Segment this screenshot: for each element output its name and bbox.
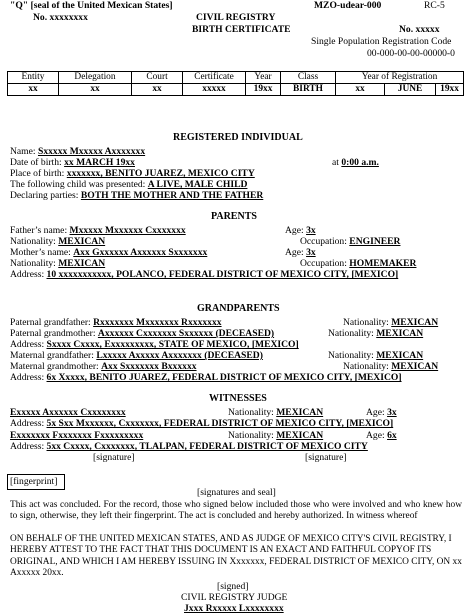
- pgm-row: [10, 328, 274, 339]
- mother-label: Mother’s name:: [10, 247, 71, 258]
- place-of-birth: xxxxxxx, BENITO JUAREZ, MEXICO CITY: [66, 168, 255, 179]
- maternal-grandparents-address: 6x Xxxxx, BENITO JUAREZ, FEDERAL DISTRICT OF MEXICO CITY, [MEXICO]: [46, 372, 402, 383]
- nationality-label: Nationality:: [343, 317, 389, 328]
- table-cell: 19xx: [246, 84, 281, 96]
- dob-row: [10, 157, 135, 168]
- table-header-cell: Court: [132, 72, 183, 84]
- mgf-nationality: MEXICAN: [376, 350, 424, 361]
- address-label: Address:: [10, 269, 45, 280]
- pgm-label: Paternal grandmother:: [10, 328, 96, 339]
- pob-row: [10, 168, 255, 179]
- age-label: Age:: [285, 247, 304, 258]
- maternal-grandmother: Axx Sxxxxxxx Bxxxxxx: [101, 361, 197, 372]
- age-label: Age:: [366, 430, 385, 441]
- mother-occ-row: [300, 258, 416, 269]
- witness2-age: 6x: [387, 430, 397, 441]
- presented-value: A LIVE, MALE CHILD: [147, 179, 248, 190]
- mother-row: [10, 247, 207, 258]
- fingerprint-label: [fingerprint]: [10, 476, 58, 487]
- registered-heading: REGISTERED INDIVIDUAL: [173, 132, 303, 143]
- pgf-nat-row: [343, 317, 438, 328]
- mgm-nat-row: [343, 361, 438, 372]
- father-nationality: MEXICAN: [58, 236, 106, 247]
- witness1-nationality: MEXICAN: [276, 407, 324, 418]
- paternal-grandparents-address: Sxxxx Cxxxx, Exxxxxxxxx, STATE OF MEXICO, [MEXICO]: [46, 339, 299, 350]
- p-address-row: [10, 339, 299, 350]
- occupation-label: Occupation:: [300, 236, 347, 247]
- parents-address-row: [10, 269, 398, 280]
- father-age-row: [285, 225, 316, 236]
- presented-label: The following child was presented:: [10, 179, 146, 190]
- mgf-nat-row: [328, 350, 423, 361]
- table-header-cell: Year: [246, 72, 281, 84]
- mother-age: 3x: [306, 247, 316, 258]
- witness2-address: 5xx Cxxxx, Cxxxxxxx, TLALPAN, FEDERAL DISTRICT OF MEXICO CITY: [46, 441, 368, 452]
- mgm-nationality: MEXICAN: [391, 361, 439, 372]
- parents-address: 10 xxxxxxxxxxx, POLANCO, FEDERAL DISTRICT OF MEXICO CITY, [MEXICO]: [46, 269, 399, 280]
- father-label: Father’s name:: [10, 225, 68, 236]
- address-label: Address:: [10, 441, 45, 452]
- father-name: Mxxxxx Mxxxxxx Cxxxxxxx: [69, 225, 186, 236]
- table-cell: xx: [8, 84, 59, 96]
- nationality-label: Nationality:: [228, 407, 274, 418]
- witness1-address-row: [10, 418, 393, 429]
- occupation-label: Occupation:: [300, 258, 347, 269]
- mother-age-row: [285, 247, 316, 258]
- judge-title: CIVIL REGISTRY JUDGE: [181, 592, 288, 603]
- signed-label: [signed]: [217, 581, 249, 592]
- declaring-label: Declaring parties:: [10, 190, 79, 201]
- child-name: Sxxxxx Mxxxxx Axxxxxxx: [37, 146, 146, 157]
- table-header-cell: Year of Registration: [336, 72, 464, 84]
- title-birth-certificate: BIRTH CERTIFICATE: [192, 24, 291, 35]
- presented-row: [10, 179, 247, 190]
- witness1-age: 3x: [387, 407, 397, 418]
- paternal-grandfather: Rxxxxxxx Mxxxxxxx Rxxxxxxx: [93, 317, 222, 328]
- table-header-row: [8, 72, 464, 84]
- mgm-label: Maternal grandmother:: [10, 361, 99, 372]
- nationality-label: Nationality:: [328, 328, 374, 339]
- witnesses-heading: WITNESSES: [209, 393, 267, 404]
- witness1-age-row: [366, 407, 397, 418]
- pgf-row: [10, 317, 222, 328]
- nationality-label: Nationality:: [343, 361, 389, 372]
- mgf-label: Maternal grandfather:: [10, 350, 94, 361]
- conclusion-paragraph: This act was concluded. For the record, those who signed below included those who were involved and who knew how to sign, otherwise, they left their fingerprint. The act is concluded and hereby authorized. In witness whereof: [10, 500, 462, 522]
- witness1-name: Exxxxx Axxxxxx Cxxxxxxxx: [10, 407, 126, 418]
- dob-label: Date of birth:: [10, 157, 62, 168]
- witness2-nationality: MEXICAN: [276, 430, 324, 441]
- table-cell: xx: [59, 84, 132, 96]
- name-row: [10, 146, 145, 157]
- table-cell: xx: [132, 84, 183, 96]
- document-number: No. xxxxxxxx: [33, 12, 88, 23]
- population-registration-code: 00-000-00-00-00000-0: [367, 48, 455, 59]
- declaring-value: BOTH THE MOTHER AND THE FATHER: [80, 190, 264, 201]
- nationality-label: Nationality:: [10, 236, 56, 247]
- father-occ-row: [300, 236, 400, 247]
- witness2-nat-row: [228, 430, 323, 441]
- time-label: at: [332, 157, 339, 168]
- table-header-cell: Entity: [8, 72, 59, 84]
- certificate-number: No. xxxxx: [399, 24, 440, 35]
- witness1-address: 5x Sxx Mxxxxxx, Cxxxxxxx, FEDERAL DISTRICT OF MEXICO CITY, [MEXICO]: [46, 418, 394, 429]
- population-registration-label: Single Population Registration Code: [311, 36, 452, 47]
- attestation-paragraph: ON BEHALF OF THE UNITED MEXICAN STATES, AND AS JUDGE OF MEXICO CITY'S CIVIL REGISTRY, I HEREBY ATTEST TO THE FACT THAT THIS DOCUMENT IS AN EXACT AND FAITHFUL COPYOF ITS ORIGINAL, AND WHICH I AM HEREBY ISSUING IN Xxxxxxx, FEDERAL DISTRICT OF MEXICO CITY, ON xx Axxxxx 20xx.: [10, 534, 462, 579]
- mother-nationality: MEXICAN: [58, 258, 106, 269]
- nationality-label: Nationality:: [228, 430, 274, 441]
- father-occupation: ENGINEER: [349, 236, 401, 247]
- mother-name: Axx Gxxxxxx Axxxxxx Sxxxxxxx: [73, 247, 208, 258]
- age-label: Age:: [285, 225, 304, 236]
- title-civil-registry: CIVIL REGISTRY: [196, 12, 276, 23]
- pgf-label: Paternal grandfather:: [10, 317, 91, 328]
- witness1-signature: [signature]: [93, 452, 135, 463]
- pgm-nationality: MEXICAN: [376, 328, 424, 339]
- mgm-row: [10, 361, 197, 372]
- address-label: Address:: [10, 418, 45, 429]
- nationality-label: Nationality:: [10, 258, 56, 269]
- witness2-address-row: [10, 441, 368, 452]
- pgm-nat-row: [328, 328, 423, 339]
- table-cell: BIRTH: [281, 84, 336, 96]
- address-label: Address:: [10, 372, 45, 383]
- rc-code: RC-5: [424, 0, 445, 11]
- father-row: [10, 225, 186, 236]
- nationality-label: Nationality:: [328, 350, 374, 361]
- witness1-nat-row: [228, 407, 323, 418]
- table-cell: xxxxx: [183, 84, 246, 96]
- mother-occupation: HOMEMAKER: [349, 258, 417, 269]
- table-row: [8, 84, 464, 96]
- table-cell: 19xx: [436, 84, 464, 96]
- witness2-name: Exxxxxxx Fxxxxxxx Fxxxxxxxxx: [10, 430, 144, 441]
- pob-label: Place of birth:: [10, 168, 65, 179]
- age-label: Age:: [366, 407, 385, 418]
- declaring-row: [10, 190, 263, 201]
- seal-label: "Q" [seal of the United Mexican States]: [10, 0, 173, 11]
- name-label: Name:: [10, 146, 36, 157]
- father-nat-row: [10, 236, 105, 247]
- father-age: 3x: [306, 225, 316, 236]
- table-cell: JUNE: [385, 84, 436, 96]
- signatures-and-seal: [signatures and seal]: [197, 487, 276, 498]
- judge-name: Jxxx Rxxxxx Lxxxxxxxx: [184, 603, 284, 614]
- table-header-cell: Class: [281, 72, 336, 84]
- table-header-cell: Delegation: [59, 72, 132, 84]
- form-code: MZO-udear-000: [314, 0, 382, 11]
- pgf-nationality: MEXICAN: [391, 317, 439, 328]
- maternal-grandfather: Lxxxxx Axxxxx Axxxxxxx (DECEASED): [96, 350, 263, 361]
- mother-nat-row: [10, 258, 105, 269]
- m-address-row: [10, 372, 402, 383]
- parents-heading: PARENTS: [211, 211, 257, 222]
- registry-table: [7, 71, 464, 96]
- witness2-signature: [signature]: [305, 452, 347, 463]
- address-label: Address:: [10, 339, 45, 350]
- grandparents-heading: GRANDPARENTS: [197, 303, 280, 314]
- date-of-birth: xx MARCH 19xx: [64, 157, 135, 168]
- time-row: [332, 157, 379, 168]
- mgf-row: [10, 350, 263, 361]
- table-cell: xx: [336, 84, 385, 96]
- table-header-cell: Certificate: [183, 72, 246, 84]
- witness2-age-row: [366, 430, 397, 441]
- paternal-grandmother: Axxxxxx Cxxxxxxx Sxxxxxx (DECEASED): [97, 328, 275, 339]
- time-of-birth: 0:00 a.m.: [341, 157, 379, 168]
